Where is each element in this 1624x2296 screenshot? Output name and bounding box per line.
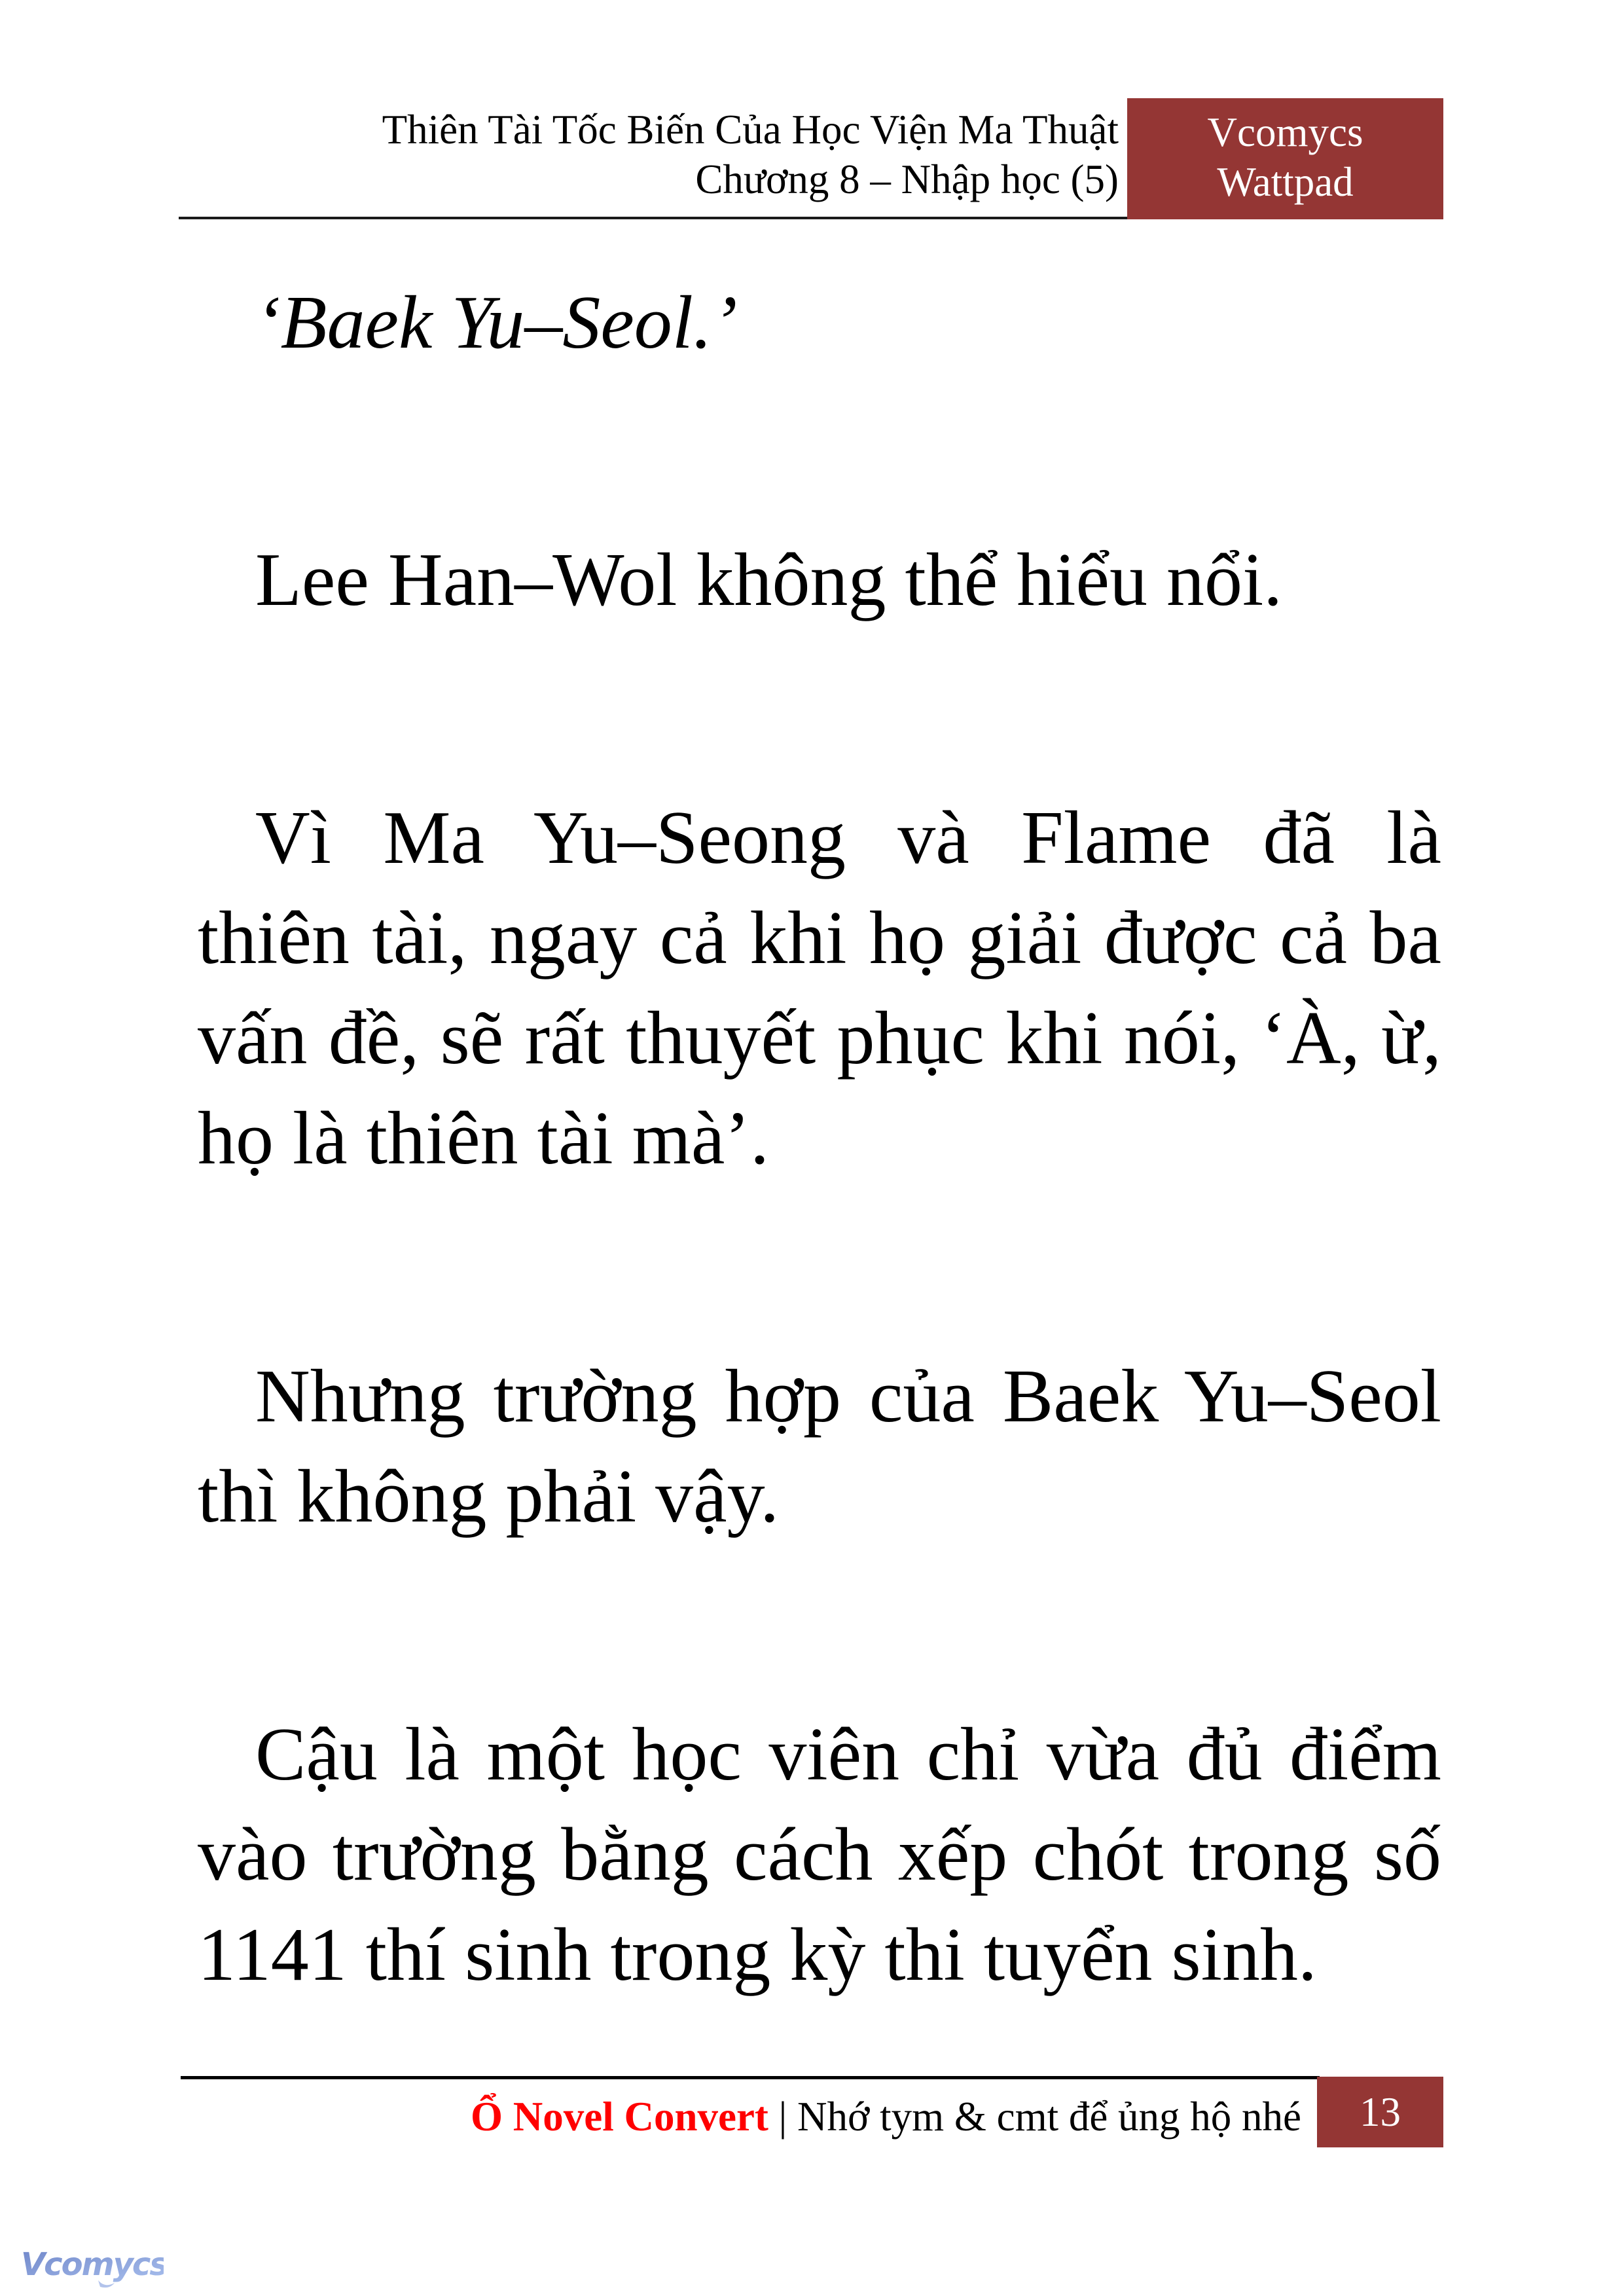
paragraph-5 <box>198 1705 1441 2005</box>
header-divider <box>179 217 1128 219</box>
text-line: Nhưng trường hợp của Baek Yu–Seol <box>255 1355 1441 1438</box>
text-line: thì không phải vậy. <box>198 1455 780 1539</box>
text-line: Cậu là một học viên chỉ vừa đủ điểm <box>255 1713 1441 1796</box>
text-line: thiên tài, ngay cả khi họ giải được cả ba <box>198 896 1441 980</box>
text-line: Vì Ma Yu–Seong và Flame đã là <box>255 796 1441 880</box>
footer-brand: Ổ Novel Convert <box>471 2094 768 2140</box>
page-number: 13 <box>1360 2089 1401 2135</box>
svg-text:Vcomycs: Vcomycs <box>21 2246 164 2283</box>
header-brand-box <box>1127 98 1443 219</box>
text-line: vấn đề, sẽ rất thuyết phục khi nói, ‘À, ừ, <box>198 996 1441 1080</box>
text-line: họ là thiên tài mà’. <box>198 1097 769 1180</box>
paragraph-4 <box>198 1347 1441 1547</box>
text-line: vào trường bằng cách xếp chót trong số <box>198 1813 1441 1897</box>
chapter-title: Chương 8 – Nhập học (5) <box>695 156 1119 202</box>
text-line: 1141 thí sinh trong kỳ thi tuyển sinh. <box>198 1913 1317 1997</box>
running-header <box>179 105 1119 204</box>
vcomycs-logo-icon <box>20 2242 164 2291</box>
brand-line-wattpad: Wattpad <box>1217 159 1354 205</box>
paragraph-1 <box>198 273 1441 373</box>
running-footer <box>181 2092 1301 2141</box>
paragraph-3 <box>198 788 1441 1189</box>
footer-divider <box>181 2076 1320 2079</box>
text-line: ‘Baek Yu–Seol.’ <box>255 281 738 365</box>
vcomycs-watermark-logo <box>20 2242 164 2291</box>
footer-message: Nhớ tym & cmt để ủng hộ nhé <box>797 2094 1301 2140</box>
text-line: Lee Han–Wol không thể hiểu nổi. <box>255 538 1283 622</box>
page-number-box <box>1317 2077 1443 2147</box>
book-title: Thiên Tài Tốc Biến Của Học Viện Ma Thuật <box>382 107 1119 153</box>
brand-line-vcomycs: Vcomycs <box>1207 109 1363 155</box>
footer-separator: | <box>768 2094 798 2140</box>
paragraph-2 <box>198 530 1441 630</box>
